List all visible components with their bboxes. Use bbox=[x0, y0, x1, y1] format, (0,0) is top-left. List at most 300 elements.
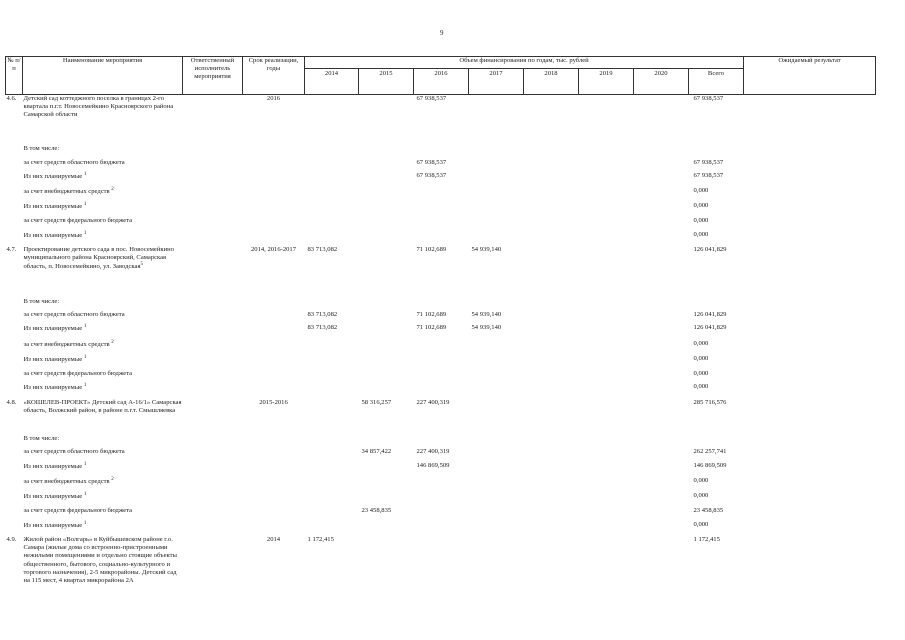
sub-responsible bbox=[183, 521, 243, 536]
sub-row bbox=[6, 340, 876, 355]
header-year: 2019 bbox=[579, 69, 634, 95]
sub-index bbox=[6, 217, 23, 230]
sub-value: 227 400,319 bbox=[416, 448, 450, 456]
sub-value bbox=[414, 202, 469, 217]
sub-result bbox=[744, 202, 876, 217]
sub-value bbox=[359, 492, 414, 507]
footnote-mark: 1 bbox=[83, 354, 87, 360]
item-result bbox=[744, 399, 876, 426]
sub-value bbox=[305, 298, 359, 311]
sub-responsible bbox=[183, 217, 243, 230]
sub-value bbox=[579, 477, 634, 492]
sub-result bbox=[744, 383, 876, 398]
sub-value bbox=[305, 217, 359, 230]
sub-value: 67 938,537 bbox=[416, 158, 447, 166]
item-value bbox=[524, 399, 579, 426]
header-year: 2014 bbox=[305, 69, 359, 95]
item-total: 1 172,415 bbox=[693, 535, 720, 543]
table-row bbox=[6, 536, 876, 616]
sub-value bbox=[359, 477, 414, 492]
sub-row bbox=[6, 521, 876, 536]
sub-value bbox=[305, 435, 359, 448]
item-value: 58 316,257 bbox=[361, 398, 392, 406]
sub-label-text: Из них планируемые bbox=[23, 356, 83, 364]
sub-value bbox=[414, 340, 469, 355]
sub-value bbox=[359, 298, 414, 311]
item-value: 83 713,082 bbox=[307, 245, 338, 253]
sub-label bbox=[23, 477, 183, 492]
sub-value bbox=[524, 507, 579, 520]
sub-value bbox=[305, 448, 359, 461]
item-name bbox=[23, 399, 183, 426]
sub-value bbox=[305, 477, 359, 492]
sub-label bbox=[23, 187, 183, 202]
item-value bbox=[524, 95, 579, 136]
sub-value bbox=[579, 159, 634, 172]
sub-value bbox=[634, 507, 689, 520]
header-year: Всего bbox=[689, 69, 744, 95]
sub-responsible bbox=[183, 477, 243, 492]
sub-value bbox=[579, 462, 634, 477]
sub-row bbox=[6, 507, 876, 520]
sub-value bbox=[469, 507, 524, 520]
sub-total bbox=[689, 435, 744, 448]
sub-result bbox=[744, 507, 876, 520]
sub-term bbox=[243, 355, 305, 370]
sub-value bbox=[359, 340, 414, 355]
sub-value bbox=[305, 187, 359, 202]
sub-term bbox=[243, 492, 305, 507]
sub-result bbox=[744, 172, 876, 187]
sub-index bbox=[6, 492, 23, 507]
item-value: 71 102,689 bbox=[416, 245, 447, 253]
sub-total: 262 257,741 bbox=[693, 448, 727, 456]
sub-total: 0,000 bbox=[693, 230, 709, 238]
sub-label-text: за счет средств федерального бюджета bbox=[23, 507, 133, 515]
footnote-mark: 1 bbox=[83, 171, 87, 177]
row-gap bbox=[6, 288, 876, 298]
sub-label-text: Из них планируемые bbox=[23, 384, 83, 392]
sub-value: 34 857,422 bbox=[361, 448, 392, 456]
sub-result bbox=[744, 435, 876, 448]
sub-value bbox=[469, 477, 524, 492]
sub-total: 67 938,537 bbox=[693, 171, 724, 179]
sub-value bbox=[469, 370, 524, 383]
sub-row bbox=[6, 159, 876, 172]
header-year: 2017 bbox=[469, 69, 524, 95]
sub-label-text: Из них планируемые bbox=[23, 173, 83, 180]
sub-result bbox=[744, 521, 876, 536]
sub-value bbox=[634, 231, 689, 246]
sub-label bbox=[23, 324, 183, 339]
item-result bbox=[744, 95, 876, 136]
sub-value bbox=[579, 448, 634, 461]
item-value bbox=[305, 399, 359, 426]
sub-result bbox=[744, 145, 876, 158]
sub-value bbox=[524, 448, 579, 461]
sub-value bbox=[469, 340, 524, 355]
sub-row bbox=[6, 383, 876, 398]
header-num: № п/п bbox=[6, 57, 23, 95]
sub-value bbox=[359, 462, 414, 477]
sub-responsible bbox=[183, 311, 243, 324]
sub-row bbox=[6, 355, 876, 370]
sub-value bbox=[579, 492, 634, 507]
sub-row bbox=[6, 370, 876, 383]
sub-value bbox=[524, 383, 579, 398]
sub-value bbox=[359, 202, 414, 217]
sub-label bbox=[23, 435, 183, 448]
sub-total: 126 041,829 bbox=[693, 324, 727, 332]
sub-value: 67 938,537 bbox=[416, 171, 447, 179]
sub-value bbox=[305, 159, 359, 172]
sub-value bbox=[634, 448, 689, 461]
sub-value bbox=[524, 298, 579, 311]
sub-value bbox=[414, 355, 469, 370]
item-name-text: Жилой район «Волгарь» в Куйбышевском районе г.о. Самара (жилые дома со встроенно-пристроенными нежилыми помещениями и отдельно стоящие объекты общественного, бытового, социально-культурного и торгового назначения), 2-5 микрорайоны. Детский сад на 115 мест, 4 квартал микрорайона 2А bbox=[23, 535, 177, 585]
sub-row bbox=[6, 231, 876, 246]
footnote-mark: 1 bbox=[83, 230, 87, 236]
sub-index bbox=[6, 448, 23, 461]
sub-value bbox=[634, 477, 689, 492]
footnote-mark: 2 bbox=[111, 477, 114, 482]
sub-label-text: Из них планируемые bbox=[23, 493, 83, 501]
sub-value bbox=[359, 370, 414, 383]
sub-row bbox=[6, 477, 876, 492]
sub-index bbox=[6, 231, 23, 246]
sub-value bbox=[524, 435, 579, 448]
sub-value bbox=[414, 507, 469, 520]
sub-value bbox=[469, 187, 524, 202]
sub-result bbox=[744, 324, 876, 339]
sub-label-text: В том числе: bbox=[23, 435, 60, 443]
sub-value bbox=[524, 462, 579, 477]
sub-result bbox=[744, 311, 876, 324]
sub-value bbox=[634, 145, 689, 158]
sub-term bbox=[243, 217, 305, 230]
item-value bbox=[634, 399, 689, 426]
item-value bbox=[579, 536, 634, 616]
item-value bbox=[579, 399, 634, 426]
item-value bbox=[524, 536, 579, 616]
sub-value bbox=[359, 311, 414, 324]
sub-label bbox=[23, 159, 183, 172]
item-value bbox=[359, 95, 414, 136]
item-term: 2014, 2016-2017 bbox=[250, 245, 297, 253]
sub-label-text: Из них планируемые bbox=[23, 521, 83, 529]
sub-value bbox=[634, 340, 689, 355]
sub-value bbox=[359, 521, 414, 536]
sub-value bbox=[634, 462, 689, 477]
sub-value bbox=[579, 355, 634, 370]
sub-value bbox=[414, 435, 469, 448]
item-value: 54 939,140 bbox=[471, 245, 502, 253]
sub-value bbox=[634, 370, 689, 383]
header-term: Срок реализации, годы bbox=[243, 57, 305, 95]
sub-value bbox=[414, 217, 469, 230]
sub-label-text: за счет внебюджетных средств bbox=[23, 188, 110, 196]
sub-value bbox=[634, 187, 689, 202]
sub-value bbox=[634, 202, 689, 217]
table-body bbox=[6, 95, 876, 617]
sub-value bbox=[579, 298, 634, 311]
sub-value bbox=[359, 145, 414, 158]
footnote-mark: 1 bbox=[83, 383, 87, 389]
sub-value bbox=[305, 492, 359, 507]
sub-value bbox=[524, 231, 579, 246]
sub-responsible bbox=[183, 298, 243, 311]
sub-label bbox=[23, 202, 183, 217]
sub-total: 0,000 bbox=[693, 492, 709, 500]
sub-responsible bbox=[183, 172, 243, 187]
sub-index bbox=[6, 187, 23, 202]
sub-value bbox=[359, 187, 414, 202]
header-name: Наименование мероприятия bbox=[23, 57, 183, 95]
sub-total: 0,000 bbox=[693, 217, 709, 225]
sub-term bbox=[243, 435, 305, 448]
sub-index bbox=[6, 311, 23, 324]
sub-row bbox=[6, 324, 876, 339]
sub-result bbox=[744, 159, 876, 172]
sub-term bbox=[243, 521, 305, 536]
sub-index bbox=[6, 159, 23, 172]
sub-value bbox=[414, 298, 469, 311]
header-result: Ожидаемый результат bbox=[744, 57, 876, 95]
sub-responsible bbox=[183, 492, 243, 507]
item-result bbox=[744, 246, 876, 288]
footnote-mark: 2 bbox=[111, 339, 114, 345]
sub-value: 71 102,689 bbox=[416, 324, 447, 332]
sub-index bbox=[6, 145, 23, 158]
sub-value: 71 102,689 bbox=[416, 311, 447, 319]
sub-row bbox=[6, 172, 876, 187]
sub-value bbox=[579, 202, 634, 217]
sub-label-text: Из них планируемые bbox=[23, 325, 83, 333]
sub-value bbox=[469, 492, 524, 507]
item-responsible bbox=[183, 536, 243, 616]
gap-cell bbox=[6, 425, 876, 435]
sub-label bbox=[23, 370, 183, 383]
sub-row bbox=[6, 217, 876, 230]
sub-value bbox=[524, 187, 579, 202]
sub-value bbox=[359, 435, 414, 448]
sub-value bbox=[305, 202, 359, 217]
item-value bbox=[469, 95, 524, 136]
sub-label bbox=[23, 355, 183, 370]
item-name bbox=[23, 95, 183, 136]
item-number: 4.9. bbox=[6, 535, 17, 543]
sub-responsible bbox=[183, 355, 243, 370]
sub-value bbox=[469, 231, 524, 246]
item-total: 67 938,537 bbox=[693, 95, 724, 102]
sub-value bbox=[359, 159, 414, 172]
header-year: 2015 bbox=[359, 69, 414, 95]
item-term: 2015-2016 bbox=[259, 398, 288, 406]
sub-value bbox=[524, 492, 579, 507]
sub-result bbox=[744, 298, 876, 311]
sub-value bbox=[359, 231, 414, 246]
sub-value bbox=[579, 231, 634, 246]
sub-term bbox=[243, 340, 305, 355]
item-name-text: Проектирование детского сада в пос. Новосемейкино муниципального района Красноярский, Самарская область, п. Новосемейкино, ул. Заводская bbox=[23, 245, 174, 271]
table-row bbox=[6, 95, 876, 136]
sub-value bbox=[469, 448, 524, 461]
sub-index bbox=[6, 202, 23, 217]
sub-index bbox=[6, 370, 23, 383]
item-value bbox=[524, 246, 579, 288]
sub-total: 146 869,509 bbox=[693, 461, 727, 469]
sub-index bbox=[6, 324, 23, 339]
sub-index bbox=[6, 507, 23, 520]
footnote-mark: 1 bbox=[83, 324, 87, 330]
sub-value bbox=[634, 383, 689, 398]
sub-value bbox=[305, 521, 359, 536]
sub-term bbox=[243, 448, 305, 461]
sub-row bbox=[6, 187, 876, 202]
sub-term bbox=[243, 462, 305, 477]
sub-value bbox=[359, 172, 414, 187]
sub-value bbox=[579, 311, 634, 324]
sub-value bbox=[469, 435, 524, 448]
sub-value bbox=[414, 521, 469, 536]
sub-total: 0,000 bbox=[693, 202, 709, 210]
item-responsible bbox=[183, 95, 243, 136]
item-term: 2016 bbox=[266, 95, 281, 102]
sub-value bbox=[305, 231, 359, 246]
sub-responsible bbox=[183, 462, 243, 477]
sub-index bbox=[6, 435, 23, 448]
item-name-text: «КОШЕЛЕВ-ПРОЕКТ» Детский сад А-16/1» Самарская область, Волжский район, в районе п.г.т. Смышляевка bbox=[23, 398, 182, 414]
item-value bbox=[634, 95, 689, 136]
sub-value bbox=[524, 521, 579, 536]
header-year: 2018 bbox=[524, 69, 579, 95]
sub-row bbox=[6, 462, 876, 477]
item-value bbox=[414, 536, 469, 616]
sub-label-text: Из них планируемые bbox=[23, 231, 83, 239]
sub-value bbox=[469, 145, 524, 158]
sub-value bbox=[305, 172, 359, 187]
table-row bbox=[6, 399, 876, 426]
sub-term bbox=[243, 383, 305, 398]
header-funding: Объем финансирования по годам, тыс. рублей bbox=[305, 57, 744, 69]
sub-label bbox=[23, 172, 183, 187]
sub-value bbox=[305, 383, 359, 398]
sub-responsible bbox=[183, 340, 243, 355]
sub-row bbox=[6, 311, 876, 324]
sub-value bbox=[414, 231, 469, 246]
sub-responsible bbox=[183, 435, 243, 448]
sub-value bbox=[414, 370, 469, 383]
sub-value bbox=[579, 507, 634, 520]
item-name-text: Детский сад коттеджного поселка в границах 2-го квартала п.г.т. Новосемейкино Красноярского района Самарской области bbox=[23, 95, 174, 119]
sub-value bbox=[579, 145, 634, 158]
sub-value bbox=[469, 355, 524, 370]
item-number: 4.7. bbox=[6, 245, 17, 253]
sub-value bbox=[469, 521, 524, 536]
footnote-mark: 1 bbox=[83, 461, 87, 467]
sub-value bbox=[524, 340, 579, 355]
sub-index bbox=[6, 298, 23, 311]
sub-total: 0,000 bbox=[693, 477, 709, 484]
item-result bbox=[744, 536, 876, 616]
sub-term bbox=[243, 477, 305, 492]
item-value bbox=[469, 399, 524, 426]
sub-label-text: за счет средств областного бюджета bbox=[23, 311, 125, 319]
sub-value bbox=[469, 159, 524, 172]
sub-value bbox=[634, 172, 689, 187]
sub-value bbox=[469, 172, 524, 187]
sub-result bbox=[744, 448, 876, 461]
sub-label-text: за счет средств областного бюджета bbox=[23, 158, 125, 166]
item-value bbox=[359, 536, 414, 616]
sub-label bbox=[23, 492, 183, 507]
sub-label-text: за счет средств федерального бюджета bbox=[23, 370, 133, 378]
sub-value bbox=[414, 492, 469, 507]
sub-term bbox=[243, 311, 305, 324]
item-number: 4.6. bbox=[6, 95, 17, 102]
sub-responsible bbox=[183, 145, 243, 158]
sub-responsible bbox=[183, 231, 243, 246]
item-value bbox=[469, 536, 524, 616]
sub-row bbox=[6, 492, 876, 507]
sub-value bbox=[524, 477, 579, 492]
sub-value bbox=[359, 217, 414, 230]
table-row bbox=[6, 246, 876, 288]
header-year: 2016 bbox=[414, 69, 469, 95]
sub-value: 23 458,835 bbox=[361, 507, 392, 515]
sub-index bbox=[6, 462, 23, 477]
sub-value bbox=[634, 492, 689, 507]
sub-value bbox=[579, 435, 634, 448]
sub-total: 126 041,829 bbox=[693, 311, 727, 319]
item-value bbox=[579, 246, 634, 288]
sub-value bbox=[524, 355, 579, 370]
sub-value bbox=[359, 383, 414, 398]
item-value bbox=[305, 95, 359, 136]
sub-term bbox=[243, 202, 305, 217]
sub-row bbox=[6, 202, 876, 217]
sub-responsible bbox=[183, 187, 243, 202]
sub-term bbox=[243, 507, 305, 520]
footnote-mark: 1 bbox=[83, 520, 87, 526]
sub-value bbox=[634, 159, 689, 172]
gap-cell bbox=[6, 135, 876, 145]
sub-label bbox=[23, 298, 183, 311]
header-year: 2020 bbox=[634, 69, 689, 95]
sub-value bbox=[469, 217, 524, 230]
sub-total bbox=[689, 145, 744, 158]
sub-label bbox=[23, 340, 183, 355]
sub-label bbox=[23, 145, 183, 158]
sub-total bbox=[689, 298, 744, 311]
item-total: 126 041,829 bbox=[693, 245, 727, 253]
sub-responsible bbox=[183, 370, 243, 383]
sub-value bbox=[579, 187, 634, 202]
sub-value bbox=[524, 202, 579, 217]
sub-responsible bbox=[183, 507, 243, 520]
sub-value bbox=[634, 521, 689, 536]
sub-value bbox=[634, 324, 689, 339]
sub-value: 54 939,140 bbox=[471, 311, 502, 319]
sub-label bbox=[23, 311, 183, 324]
sub-index bbox=[6, 172, 23, 187]
item-term: 2014 bbox=[266, 535, 281, 543]
sub-value bbox=[524, 370, 579, 383]
sub-label-text: В том числе: bbox=[23, 297, 60, 305]
sub-row bbox=[6, 448, 876, 461]
sub-label-text: за счет внебюджетных средств bbox=[23, 478, 110, 486]
sub-value: 146 869,509 bbox=[416, 461, 450, 469]
